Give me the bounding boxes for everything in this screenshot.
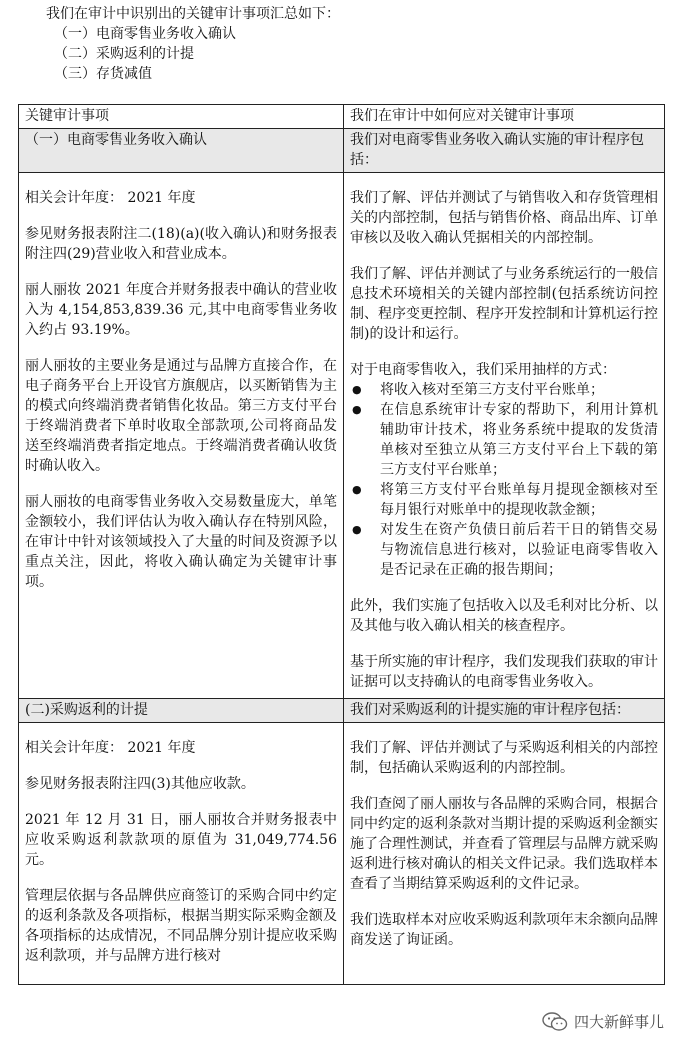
intro-item-3: （三）存货减值	[54, 66, 152, 82]
section2-rebate-method: 管理层依据与各品牌供应商签订的采购合同中约定的返利条款及各项指标，根据当期实际采购金额及各项指标的达成情况，不同品牌分别计提应收采购返利款项，并与品牌方进行核对	[25, 888, 337, 964]
section1-response-analytics: 此外，我们实施了包括收入以及毛利对比分析、以及其他与收入确认相关的核查程序。	[350, 598, 658, 634]
section2-fiscal-year: 相关会计年度： 2021 年度	[25, 740, 196, 756]
bullet-icon: ●	[352, 383, 362, 396]
section1-response-internal-control: 我们了解、评估并测试了与销售收入和存货管理相关的内部控制，包括与销售价格、商品出库、订单审核以及收入确认凭据相关的内部控制。	[350, 190, 658, 246]
header-audit-response: 我们在审计中如何应对关键审计事项	[344, 105, 665, 129]
section2-reference: 参见财务报表附注四(3)其他应收款。	[25, 776, 255, 792]
list-item	[350, 480, 658, 520]
section1-response-conclusion: 基于所实施的审计程序，我们发现我们获取的审计证据可以支持确认的电商零售业务收入。	[350, 654, 658, 690]
wechat-icon	[542, 1012, 568, 1032]
section-body-row-1	[19, 173, 665, 699]
section1-reference: 参见财务报表附注二(18)(a)(收入确认)和财务报表附注四(29)营业收入和营业成本。	[25, 226, 337, 262]
bullet-icon: ●	[352, 523, 362, 536]
watermark	[538, 1009, 668, 1035]
section2-response-contract-review: 我们查阅了丽人丽妆与各品牌的采购合同，根据合同中约定的返利条款对当期计提的采购返利金额实施了合理性测试，并查看了管理层与品牌方就采购返利进行核对确认的相关文件记录。我们选取样本查看了当期结算采购返利的文件记录。	[350, 796, 658, 892]
bullet-icon: ●	[352, 403, 362, 416]
section1-response-sampling: 对于电商零售收入，我们采用抽样的方式：	[350, 362, 616, 378]
list-item-text: 对发生在资产负债日前后若干日的销售交易与物流信息进行核对，以验证电商零售收入是否记录在正确的报告期间；	[380, 522, 658, 578]
section1-response-cell	[344, 173, 665, 699]
section2-title: (二)采购返利的计提	[19, 699, 344, 723]
intro-lead: 我们在审计中识别出的关键审计事项汇总如下：	[46, 6, 340, 22]
section1-fiscal-year: 相关会计年度： 2021 年度	[25, 190, 196, 206]
section1-response-it-control: 我们了解、评估并测试了与业务系统运行的一般信息技术环境相关的关键内部控制(包括系统访问控制、程序变更控制、程序开发控制和计算机运行控制)的设计和运行。	[350, 266, 658, 342]
bullet-icon: ●	[352, 483, 362, 496]
section2-response-title: 我们对采购返利的计提实施的审计程序包括：	[344, 699, 665, 723]
section2-response-cell	[344, 723, 665, 985]
list-item-text: 在信息系统审计专家的帮助下，利用计算机辅助审计技术，将业务系统中提取的发货清单核对至独立从第三方支付平台上下载的第三方支付平台账单；	[380, 402, 658, 478]
section1-business-description: 丽人丽妆的主要业务是通过与品牌方直接合作，在电子商务平台上开设官方旗舰店，以买断销售为主的模式向终端消费者销售化妆品。第三方支付平台于终端消费者下单时收取全部款项,公司将商品发送至终端消费者指定地点。于终端消费者确认收货时确认收入。	[25, 358, 337, 474]
intro-item-1: （一）电商零售业务收入确认	[54, 26, 236, 42]
list-item	[350, 520, 658, 580]
intro-block	[46, 4, 340, 84]
section-title-row-2	[19, 699, 665, 723]
section1-risk-assessment: 丽人丽妆的电商零售业务收入交易数量庞大，单笔金额较小，我们评估认为收入确认存在特别风险，在审计中针对该领域投入了大量的时间及资源予以重点关注，因此，将收入确认确定为关键审计事项。	[25, 494, 337, 590]
key-audit-matters-table	[18, 104, 665, 985]
section2-rebate-balance: 2021 年 12 月 31 日，丽人丽妆合并财务报表中应收采购返利款款项的原值为 31,049,774.56 元。	[25, 812, 337, 868]
list-item-text: 将第三方支付平台账单每月提现金额核对至每月银行对账单中的提现收款金额；	[380, 482, 658, 518]
section1-revenue-figure: 丽人丽妆 2021 年度合并财务报表中确认的营业收入为 4,154,853,839.36 元,其中电商零售业务收入约占 93.19%。	[25, 282, 337, 338]
list-item	[350, 380, 658, 400]
list-item	[350, 400, 658, 480]
section-body-row-2	[19, 723, 665, 985]
table-header-row	[19, 105, 665, 129]
header-key-matter: 关键审计事项	[19, 105, 344, 129]
section-title-row-1	[19, 129, 665, 173]
section1-response-title: 我们对电商零售业务收入确认实施的审计程序包括：	[344, 129, 665, 173]
list-item-text: 将收入核对至第三方支付平台账单；	[380, 382, 604, 398]
section1-title: （一）电商零售业务收入确认	[19, 129, 344, 173]
watermark-text: 四大新鲜事儿	[573, 1013, 664, 1031]
section2-response-confirmation: 我们选取样本对应收采购返利款项年末余额向品牌商发送了询证函。	[350, 912, 658, 948]
intro-item-2: （二）采购返利的计提	[54, 46, 194, 62]
section2-response-internal-control: 我们了解、评估并测试了与采购返利相关的内部控制，包括确认采购返利的内部控制。	[350, 740, 658, 776]
section2-matter-cell	[19, 723, 344, 985]
section1-matter-cell	[19, 173, 344, 699]
sampling-procedures-list	[350, 380, 658, 580]
